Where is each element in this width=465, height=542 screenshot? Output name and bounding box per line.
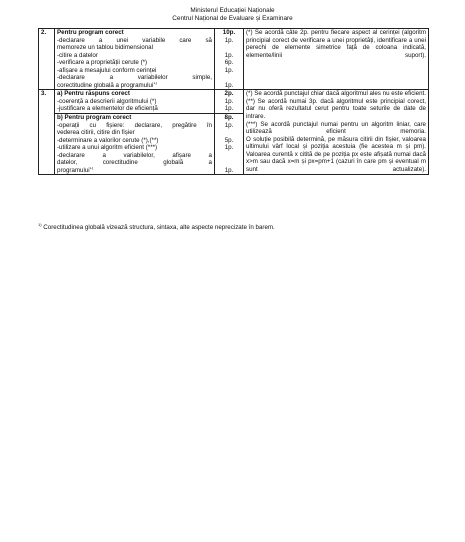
criteria-cell: [55, 90, 215, 114]
points-b1: 1p.: [224, 121, 234, 129]
criterion-a2: -justificare a elementelor de eficiență: [57, 105, 158, 113]
center-name: Centrul Național de Evaluare și Examinare: [172, 14, 293, 22]
points-cell: [215, 90, 244, 114]
criterion-b1a: -operații cu fișiere: declarare, pregătire în: [57, 121, 212, 129]
note: (***) Se acordă punctajul numai pentru un algoritm liniar, care utilizează eficient memoria.: [246, 120, 426, 136]
points-b2: 5p.: [224, 136, 234, 144]
points-a1: 1p.: [224, 97, 234, 105]
criterion-b4c: programului$^{1)}$: [57, 166, 94, 174]
criterion-1b: memoreze un tablou bidimensional: [57, 44, 153, 52]
criterion-5a: -declarare a variabilelor simple,: [57, 74, 212, 82]
document-header: [0, 7, 465, 22]
note: (*) Se acordă câte 2p. pentru fiecare aspect al cerinței (algoritm principial corect de verificare a unei proprietăți, identificare a unei perechi de elemente simetrice față de coloana indicată, elemente/linii suport).: [246, 29, 426, 59]
criterion-1a: -declarare a unei variabile care să: [57, 36, 212, 44]
criterion-b2: -determinare a valorilor cerute (*),(**): [57, 136, 159, 144]
item-number: 2.: [39, 29, 55, 90]
note: O soluție posibilă determină, pe măsura citirii din fișier, valoarea ultimului vârf local și poziția acestuia (fie acestea m și pm). Valoarea curentă x citită de pe poziția px este afișată numai dacă x>m sau dacă x=m și px=pm+1 (cazuri în care pm și eventual m sunt actualizate).: [246, 135, 426, 173]
footnote-ref: 1): [89, 166, 94, 170]
criterion-b1b: vederea citirii, citire din fișier: [57, 129, 135, 137]
points-3: 6p.: [224, 59, 234, 67]
criterion-5b: corectitudine globală a programului$^{1)}$: [57, 81, 157, 89]
ministry-name: Ministerul Educației Naționale: [190, 7, 275, 14]
points-cell: [215, 114, 244, 175]
item-number: 3.: [39, 90, 55, 175]
grading-table: [38, 28, 429, 175]
section-title: a) Pentru răspuns corect: [57, 90, 130, 98]
section-points: 2p.: [224, 90, 234, 98]
criterion-b4b: datelor, corectitudine globală a: [57, 159, 212, 167]
points-2: 1p.: [224, 51, 234, 59]
footnote-text: Corectitudinea globală vizează structura, sintaxa, alte aspecte neprecizate în barem.: [41, 224, 275, 231]
criterion-4: -afișare a mesajului conform cerinței: [57, 66, 157, 74]
section-title: b) Pentru program corect: [57, 114, 132, 122]
table-row: [39, 29, 429, 90]
points-cell: [215, 29, 244, 90]
section-points: 10p.: [222, 29, 236, 36]
points-5: 1p.: [224, 81, 234, 89]
notes-cell: [244, 29, 429, 90]
criteria-cell: [55, 29, 215, 90]
criteria-cell: [55, 114, 215, 175]
note: (**) Se acordă numai 3p. dacă algoritmul este principial corect, dar nu oferă rezultatul cerut pentru toate seturile de date de intrare.: [246, 97, 426, 121]
criterion-b3: -utilizare a unui algoritm eficient (***): [57, 144, 158, 152]
footnote: [38, 224, 429, 232]
section-points: 8p.: [224, 114, 234, 122]
criterion-2: -citire a datelor: [57, 51, 98, 59]
criterion-a1: -coerență a descrierii algoritmului (*): [57, 97, 157, 105]
points-1: 1p.: [224, 36, 234, 44]
criterion-3: -verificare a proprietății cerute (*): [57, 59, 148, 67]
points-a2: 1p.: [224, 105, 234, 113]
points-4: 1p.: [224, 66, 234, 74]
footnote-ref: 1): [153, 81, 157, 85]
points-b4: 1p.: [224, 166, 234, 174]
points-b3: 1p.: [224, 144, 234, 152]
note: (*) Se acordă punctajul chiar dacă algoritmul ales nu este eficient.: [246, 90, 426, 98]
criterion-b4a: -declarare a variabilelor, afișare a: [57, 151, 212, 159]
table-row: [39, 90, 429, 114]
notes-cell: [244, 90, 429, 175]
footnote-mark: 1): [38, 222, 42, 227]
section-title: Pentru program corect: [57, 29, 124, 36]
